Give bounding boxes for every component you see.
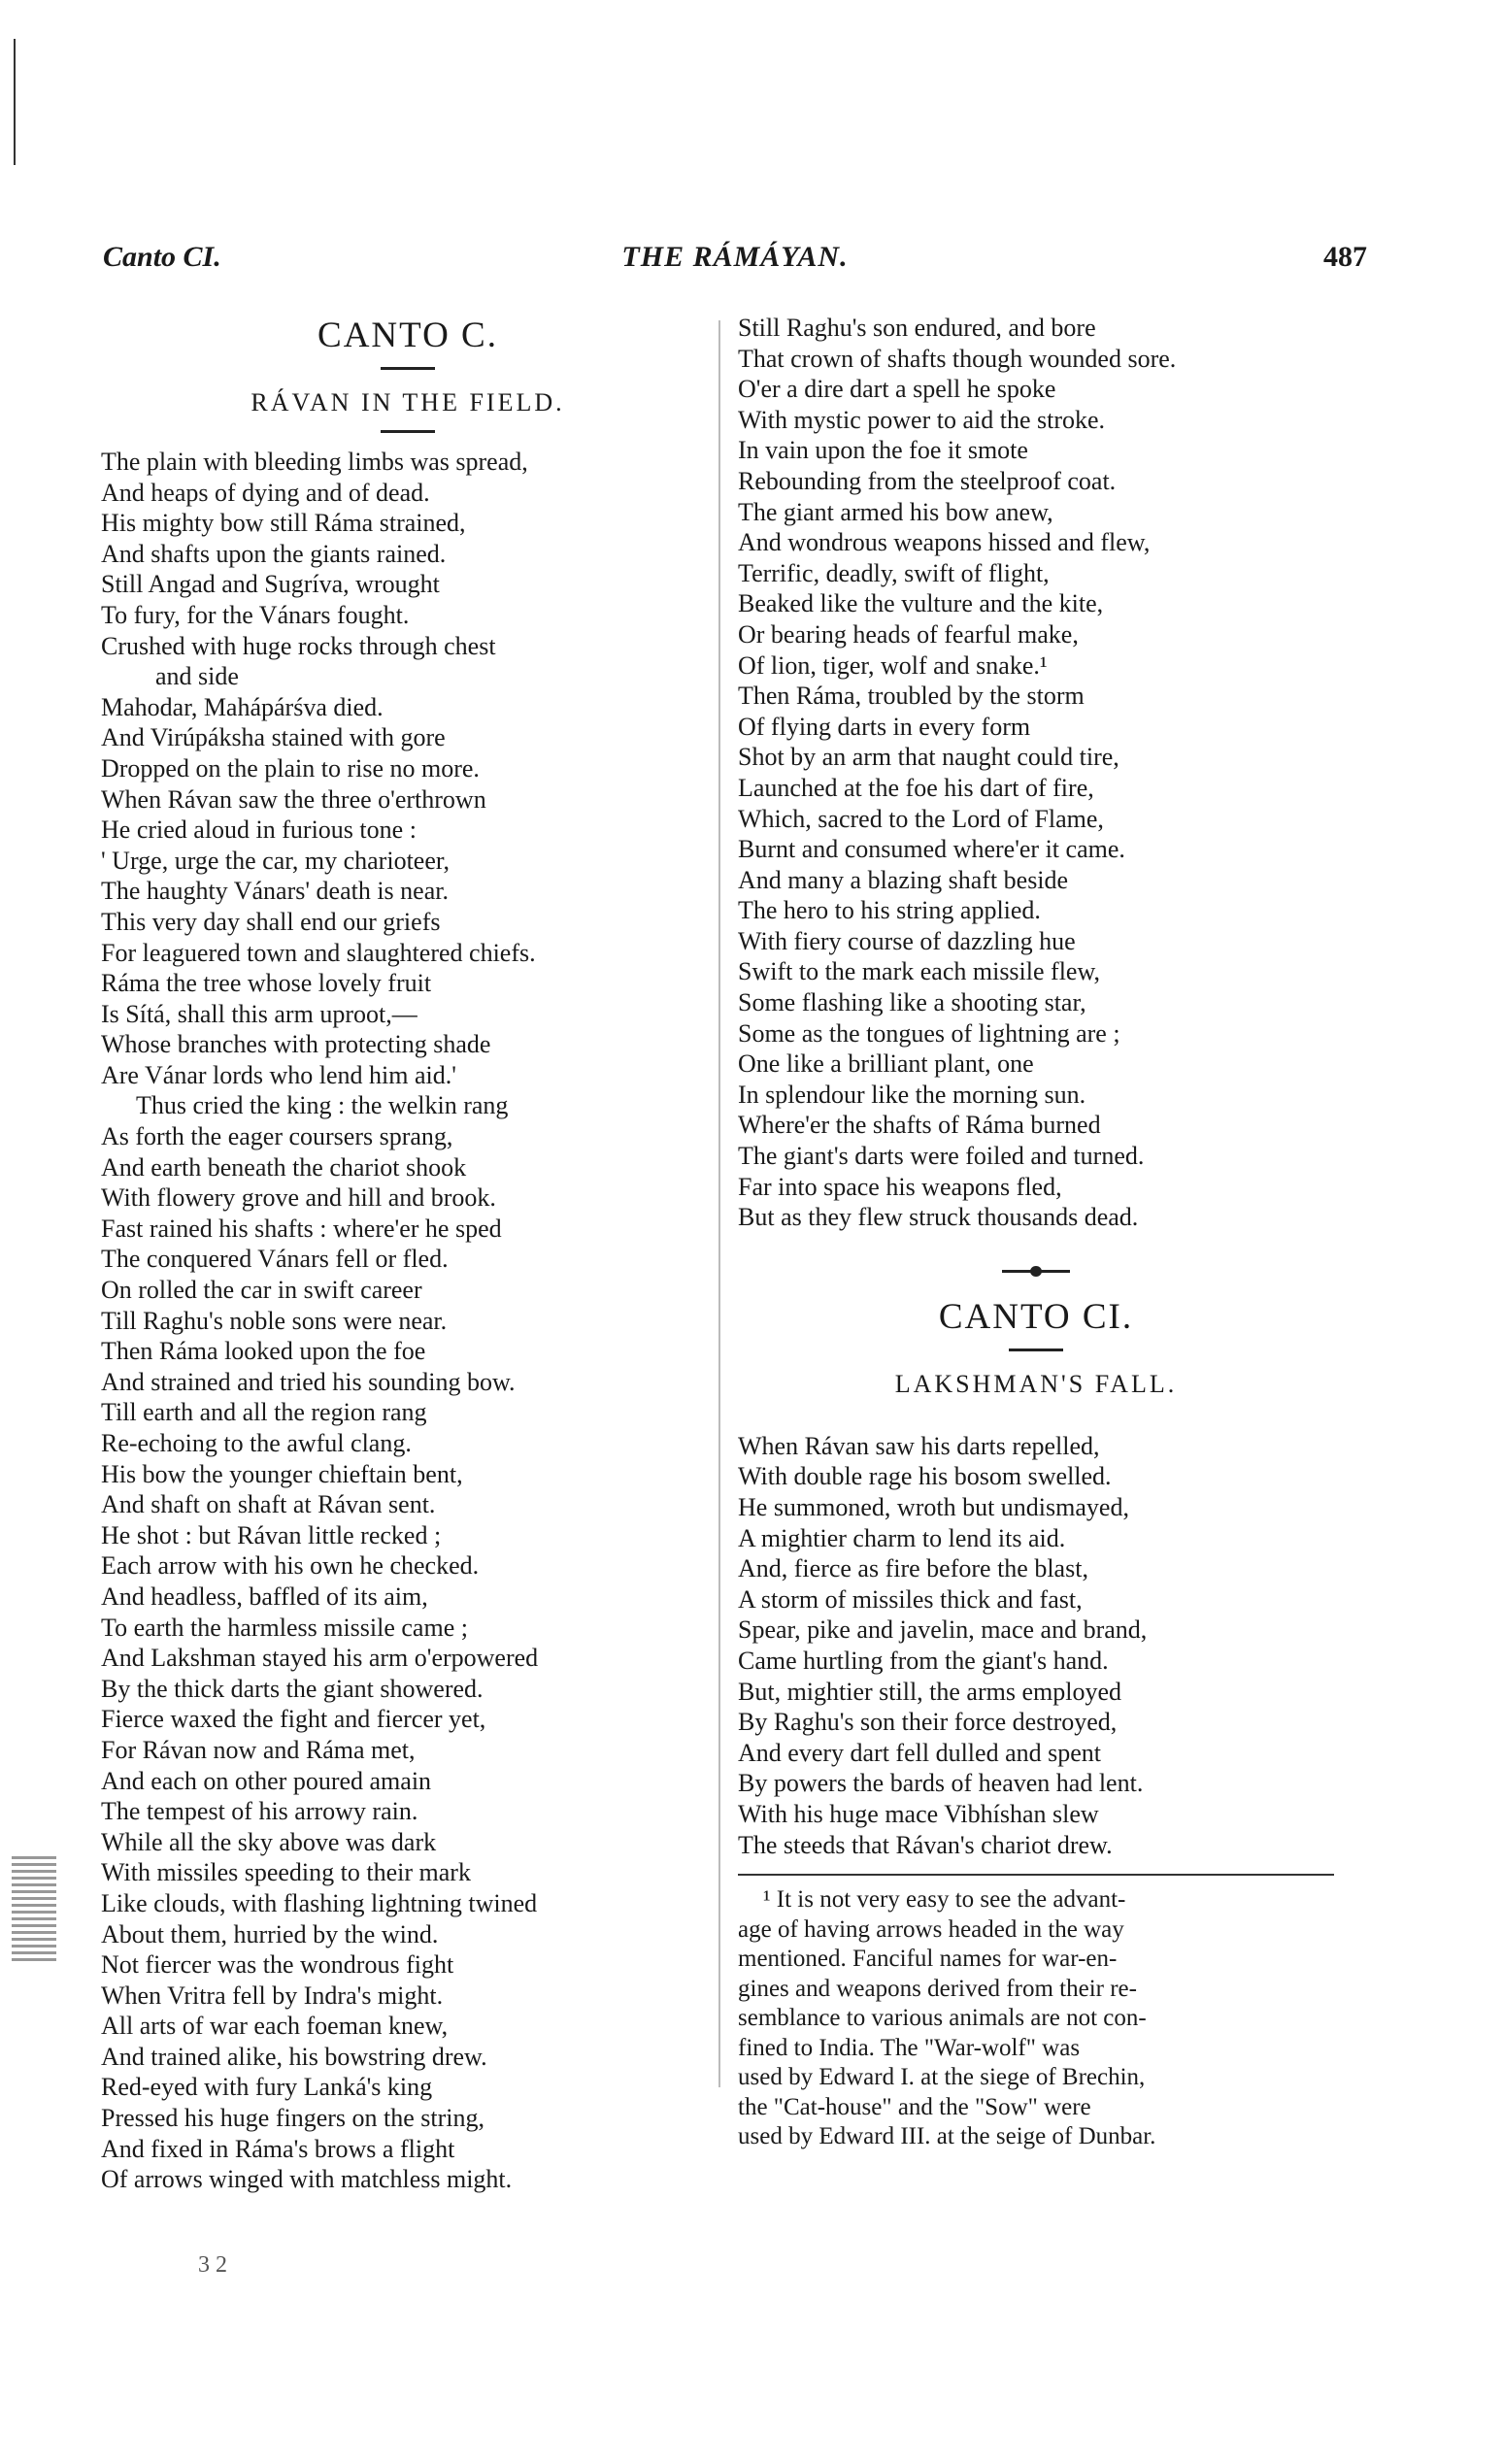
verse-line: And many a blazing shaft beside <box>738 865 1069 894</box>
verse-line: For leaguered town and slaughtered chiefs. <box>101 938 536 967</box>
verse-line: When Rávan saw the three o'erthrown <box>101 784 486 814</box>
verse-line: Whose branches with protecting shade <box>101 1030 491 1059</box>
verse-line: But, mightier still, the arms employed <box>738 1677 1122 1706</box>
right-column <box>738 313 1334 2152</box>
verse-line: Spear, pike and javelin, mace and brand, <box>738 1615 1148 1645</box>
verse-line: Rebounding from the steelproof coat. <box>738 466 1117 495</box>
verse-line: But as they flew struck thousands dead. <box>738 1203 1139 1232</box>
verse-line: Mahodar, Mahápárśva died. <box>101 692 384 721</box>
verse-line: And wondrous weapons hissed and flew, <box>738 528 1151 557</box>
verse-line: The plain with bleeding limbs was spread, <box>101 448 528 476</box>
footnote-line: fined to India. The "War-wolf" was <box>738 2034 1081 2061</box>
verse-line: Crushed with huge rocks through chest <box>101 631 496 660</box>
verse-line: That crown of shafts though wounded sore. <box>738 344 1177 373</box>
verse-line: For Rávan now and Ráma met, <box>101 1735 416 1764</box>
verse-line: His mighty bow still Ráma strained, <box>101 509 466 538</box>
verse-line: The giant armed his bow anew, <box>738 497 1053 526</box>
footnote-line: ¹ It is not very easy to see the advant- <box>763 1886 1126 1914</box>
canto-title: CANTO CI. <box>938 1296 1134 1337</box>
verse-line: O'er a dire dart a spell he spoke <box>738 375 1056 404</box>
verse-line: The tempest of his arrowy rain. <box>101 1797 418 1826</box>
verse-line: Far into space his weapons fled, <box>738 1172 1062 1201</box>
verse-line: To fury, for the Vánars fought. <box>101 600 410 629</box>
verse-line: Where'er the shafts of Ráma burned <box>738 1111 1101 1140</box>
verse-line: On rolled the car in swift career <box>101 1276 422 1305</box>
verse-line: And each on other poured amain <box>101 1766 432 1795</box>
verse-line: The giant's darts were foiled and turned. <box>738 1142 1145 1171</box>
verse-line: Fast rained his shafts : where'er he sped <box>101 1214 502 1243</box>
verse-line: He shot : but Rávan little recked ; <box>101 1520 442 1549</box>
section-ornament <box>1002 1270 1070 1273</box>
binding-shadow <box>12 1854 56 1961</box>
verse-line: Fierce waxed the fight and fiercer yet, <box>101 1705 486 1734</box>
verse-line: The conquered Vánars fell or fled. <box>101 1245 449 1274</box>
verse-line: And every dart fell dulled and spent <box>738 1738 1101 1767</box>
verse-line: And strained and tried his sounding bow. <box>101 1367 516 1396</box>
verse-line: By Raghu's son their force destroyed, <box>738 1708 1118 1737</box>
verse-line: A storm of missiles thick and fast, <box>738 1584 1083 1614</box>
running-header <box>103 241 1367 280</box>
verse-line: Or bearing heads of fearful make, <box>738 619 1079 649</box>
footnote-line: gines and weapons derived from their re- <box>738 1975 1137 2002</box>
verse-line: Like clouds, with flashing lightning twined <box>101 1888 538 1917</box>
verse-line: And earth beneath the chariot shook <box>101 1152 467 1182</box>
verse-line: All arts of war each foeman knew, <box>101 2012 449 2041</box>
verse-line: And shafts upon the giants rained. <box>101 539 447 568</box>
verse-line: With double rage his bosom swelled. <box>738 1462 1112 1491</box>
verse-line: By the thick darts the giant showered. <box>101 1674 484 1703</box>
verse-line: Swift to the mark each missile flew, <box>738 957 1101 986</box>
verse-block <box>738 313 1334 1233</box>
verse-line: And trained alike, his bowstring drew. <box>101 2042 487 2071</box>
canto-subtitle: RÁVAN IN THE FIELD. <box>250 388 565 416</box>
verse-line: A mightier charm to lend its aid. <box>738 1523 1066 1552</box>
verse-line: Still Angad and Sugríva, wrought <box>101 570 440 599</box>
footnote-line: semblance to various animals are not con- <box>738 2005 1147 2032</box>
verse-line: Then Ráma looked upon the foe <box>101 1337 426 1366</box>
verse-line: One like a brilliant plant, one <box>738 1049 1034 1079</box>
verse-line: Not fiercer was the wondrous fight <box>101 1950 454 1980</box>
verse-line: Still Raghu's son endured, and bore <box>738 314 1096 342</box>
verse-line: And Lakshman stayed his arm o'erpowered <box>101 1644 539 1673</box>
verse-line: And heaps of dying and of dead. <box>101 478 430 507</box>
verse-line: And, fierce as fire before the blast, <box>738 1554 1088 1583</box>
verse-line: Each arrow with his own he checked. <box>101 1551 480 1581</box>
footnote-line: the "Cat-house" and the "Sow" were <box>738 2093 1091 2120</box>
left-column <box>101 313 715 2195</box>
verse-line: Till Raghu's noble sons were near. <box>101 1306 448 1335</box>
page-number: 487 <box>1323 241 1367 273</box>
verse-line: In vain upon the foe it smote <box>738 436 1028 465</box>
footnote-line: used by Edward III. at the seige of Dunbar. <box>738 2123 1156 2150</box>
verse-line: And Virúpáksha stained with gore <box>101 723 446 752</box>
verse-line: To earth the harmless missile came ; <box>101 1613 468 1642</box>
verse-line: Shot by an arm that naught could tire, <box>738 743 1119 772</box>
verse-line: Red-eyed with fury Lanká's king <box>101 2073 433 2102</box>
footnote <box>738 1885 1334 2152</box>
verse-line: When Rávan saw his darts repelled, <box>738 1431 1100 1460</box>
verse-line: And fixed in Ráma's brows a flight <box>101 2134 455 2163</box>
verse-line: Some as the tongues of lightning are ; <box>738 1018 1120 1048</box>
verse-line: The steeds that Rávan's chariot drew. <box>738 1830 1113 1859</box>
verse-line: He cried aloud in furious tone : <box>101 816 417 845</box>
verse-line: Came hurtling from the giant's hand. <box>738 1646 1109 1675</box>
canto-subtitle: LAKSHMAN'S FALL. <box>894 1369 1178 1398</box>
column-divider <box>718 320 720 2087</box>
verse-line: And headless, baffled of its aim, <box>101 1582 428 1611</box>
canto-title: CANTO C. <box>317 316 498 355</box>
verse-line: Which, sacred to the Lord of Flame, <box>738 804 1104 833</box>
verse-line: Till earth and all the region rang <box>101 1398 427 1427</box>
verse-line: Some flashing like a shooting star, <box>738 988 1086 1017</box>
verse-line: and side <box>155 662 239 691</box>
verse-line: Are Vánar lords who lend him aid.' <box>101 1060 456 1089</box>
verse-line: With flowery grove and hill and brook. <box>101 1183 496 1213</box>
footnote-line: age of having arrows headed in the way <box>738 1915 1124 1943</box>
verse-line: ' Urge, urge the car, my charioteer, <box>101 846 450 875</box>
verse-line: Dropped on the plain to rise no more. <box>101 753 480 782</box>
verse-line: With missiles speeding to their mark <box>101 1858 471 1887</box>
verse-line: Burnt and consumed where'er it came. <box>738 835 1125 864</box>
verse-line: About them, hurried by the wind. <box>101 1919 439 1948</box>
verse-line: Then Ráma, troubled by the storm <box>738 682 1085 711</box>
verse-line: As forth the eager coursers sprang, <box>101 1122 453 1151</box>
verse-line: The hero to his string applied. <box>738 896 1041 925</box>
verse-line: Terrific, deadly, swift of flight, <box>738 558 1050 587</box>
footnote-rule <box>738 1874 1334 1876</box>
verse-line: Thus cried the king : the welkin rang <box>136 1091 509 1120</box>
verse-block <box>101 447 715 2195</box>
verse-line: Re-echoing to the awful clang. <box>101 1429 412 1457</box>
verse-line: Beaked like the vulture and the kite, <box>738 589 1104 618</box>
verse-line: Launched at the foe his dart of fire, <box>738 773 1094 802</box>
verse-line: His bow the younger chieftain bent, <box>101 1459 463 1488</box>
verse-line: Of flying darts in every form <box>738 712 1031 741</box>
footnote-line: mentioned. Fanciful names for war-en- <box>738 1946 1118 1973</box>
verse-block <box>738 1431 1334 1860</box>
header-book-title: THE RÁMÁYAN. <box>621 241 849 273</box>
verse-line: When Vritra fell by Indra's might. <box>101 1981 444 2010</box>
verse-line: Of lion, tiger, wolf and snake.¹ <box>738 650 1048 680</box>
header-canto: Canto CI. <box>103 241 221 273</box>
scan-edge-mark <box>14 39 16 165</box>
signature-mark: 3 2 <box>198 2252 227 2278</box>
verse-line: With his huge mace Vibhíshan slew <box>738 1799 1099 1828</box>
verse-line: In splendour like the morning sun. <box>738 1080 1086 1109</box>
verse-line: And shaft on shaft at Rávan sent. <box>101 1490 436 1519</box>
verse-line: Pressed his huge fingers on the string, <box>101 2104 485 2133</box>
verse-line: With mystic power to aid the stroke. <box>738 405 1106 434</box>
verse-line: Is Sítá, shall this arm uproot,— <box>101 999 418 1028</box>
verse-line: Ráma the tree whose lovely fruit <box>101 969 432 998</box>
verse-line: With fiery course of dazzling hue <box>738 926 1076 955</box>
footnote-line: used by Edward I. at the siege of Brechin, <box>738 2064 1146 2091</box>
verse-line: Of arrows winged with matchless might. <box>101 2165 513 2194</box>
verse-line: While all the sky above was dark <box>101 1827 437 1856</box>
verse-line: The haughty Vánars' death is near. <box>101 877 449 906</box>
verse-line: He summoned, wroth but undismayed, <box>738 1493 1129 1521</box>
subtitle-rule <box>381 430 435 433</box>
verse-line: By powers the bards of heaven had lent. <box>738 1769 1144 1798</box>
title-rule <box>1009 1349 1063 1351</box>
title-rule <box>381 367 435 370</box>
verse-line: This very day shall end our griefs <box>101 907 441 936</box>
